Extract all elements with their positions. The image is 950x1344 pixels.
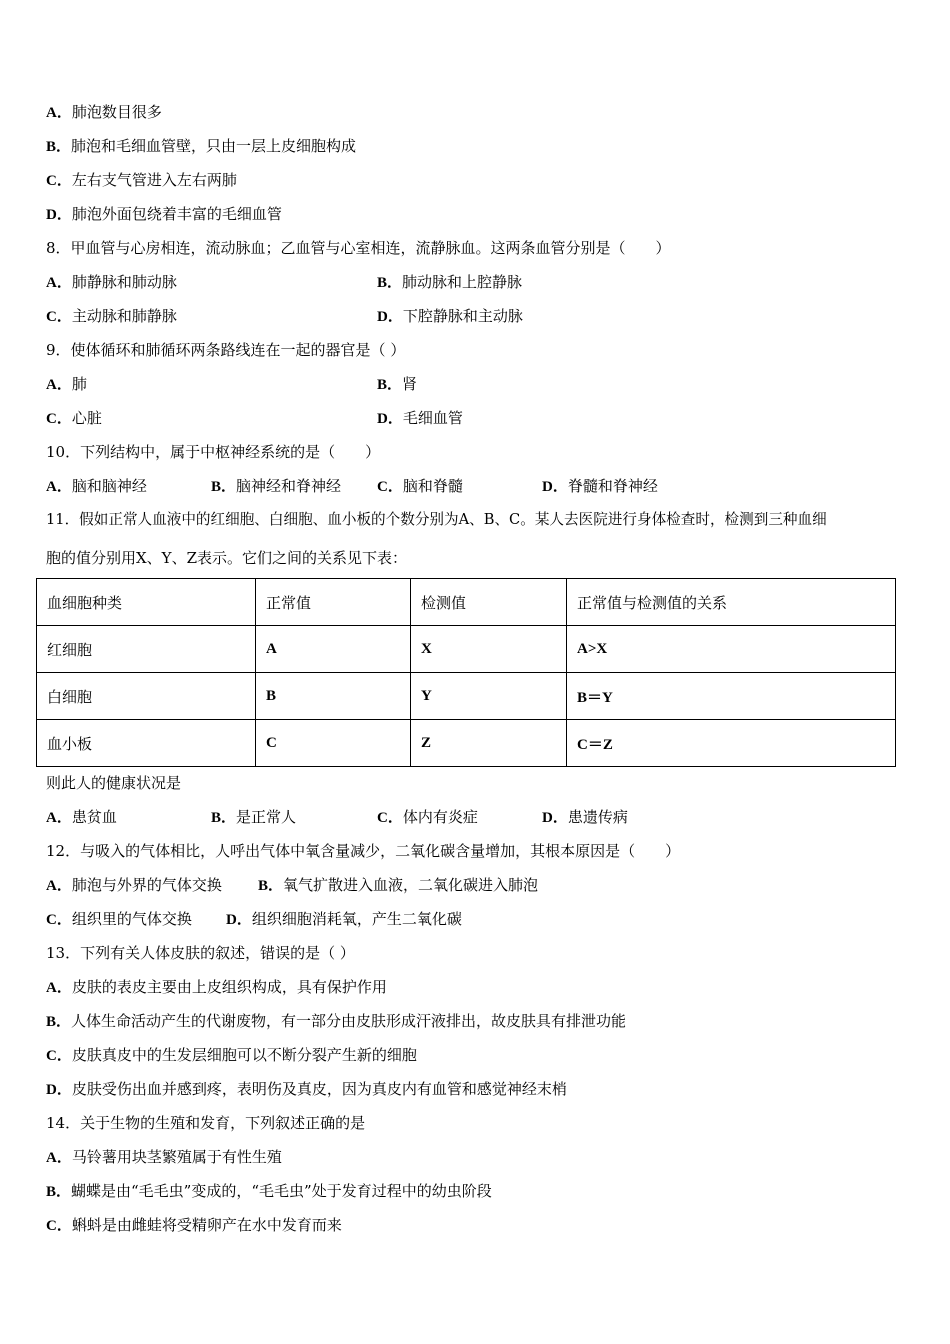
q11-after-text: 则此人的健康状况是	[46, 774, 182, 792]
q9-option-a: A．肺	[46, 375, 87, 393]
q12-stem: 12．与吸入的气体相比，人呼出气体中氧含量减少，二氧化碳含量增加，其根本原因是（ ）	[46, 842, 681, 860]
table-header-row	[37, 579, 896, 626]
q10-option-d: D．脊髓和脊神经	[542, 477, 658, 495]
q12-option-b: B．氧气扩散进入血液，二氧化碳进入肺泡	[258, 876, 539, 894]
q11-option-c: C．体内有炎症	[377, 808, 478, 826]
q14-option-a: A．马铃薯用块茎繁殖属于有性生殖	[46, 1148, 282, 1166]
q11-option-b: B．是正常人	[211, 808, 297, 826]
q8-option-c: C．主动脉和肺静脉	[46, 307, 177, 325]
table-row	[37, 720, 896, 767]
q11-option-a: A．患贫血	[46, 808, 117, 826]
q10-option-a: A．脑和脑神经	[46, 477, 147, 495]
q8-option-d: D．下腔静脉和主动脉	[377, 307, 523, 325]
q8-stem: 8．甲血管与心房相连，流动脉血；乙血管与心室相连，流静脉血。这两条血管分别是（ ）	[46, 239, 671, 257]
q7-option-d: D．肺泡外面包绕着丰富的毛细血管	[46, 205, 282, 223]
q12-option-c: C．组织里的气体交换	[46, 910, 192, 928]
q11-option-d: D．患遗传病	[542, 808, 628, 826]
table-header-cell: 检测值	[411, 579, 567, 626]
q13-option-d: D．皮肤受伤出血并感到疼，表明伤及真皮，因为真皮内有血管和感觉神经末梢	[46, 1080, 567, 1098]
q9-stem: 9．使体循环和肺循环两条路线连在一起的器官是（ ）	[46, 341, 406, 359]
q10-option-b: B．脑神经和脊神经	[211, 477, 342, 495]
q13-option-c: C．皮肤真皮中的生发层细胞可以不断分裂产生新的细胞	[46, 1046, 417, 1064]
table-row	[37, 673, 896, 720]
table-cell: 白细胞	[37, 673, 256, 720]
q8-option-a: A．肺静脉和肺动脉	[46, 273, 177, 291]
q7-option-a: A．肺泡数目很多	[46, 103, 162, 121]
q9-option-b: B．肾	[377, 375, 418, 393]
table-header-cell: 正常值与检测值的关系	[567, 579, 896, 626]
table-cell: A>X	[567, 626, 896, 673]
q11-stem-line2: 胞的值分别用X、Y、Z表示。它们之间的关系见下表：	[46, 549, 408, 567]
table-header-cell: 血细胞种类	[37, 579, 256, 626]
q13-stem: 13．下列有关人体皮肤的叙述，错误的是（ ）	[46, 944, 355, 962]
q7-option-b: B．肺泡和毛细血管壁，只由一层上皮细胞构成	[46, 137, 357, 155]
q14-stem: 14．关于生物的生殖和发育，下列叙述正确的是	[46, 1114, 366, 1132]
q13-option-a: A．皮肤的表皮主要由上皮组织构成，具有保护作用	[46, 978, 387, 996]
q12-option-a: A．肺泡与外界的气体交换	[46, 876, 222, 894]
q11-stem-line1: 11．假如正常人血液中的红细胞、白细胞、血小板的个数分别为A、B、C。某人去医院进行身体检查时，检测到三种血细	[46, 511, 827, 528]
table-cell: X	[411, 626, 567, 673]
table-cell: A	[256, 626, 411, 673]
table-row	[37, 626, 896, 673]
q10-option-c: C．脑和脊髓	[377, 477, 463, 495]
table-header-cell: 正常值	[256, 579, 411, 626]
q8-option-b: B．肺动脉和上腔静脉	[377, 273, 523, 291]
q13-option-b: B．人体生命活动产生的代谢废物，有一部分由皮肤形成汗液排出，故皮肤具有排泄功能	[46, 1012, 627, 1030]
blood-cell-table	[36, 578, 896, 767]
table-cell: B	[256, 673, 411, 720]
table-cell: Z	[411, 720, 567, 767]
q14-option-b: B．蝴蝶是由“毛毛虫”变成的，“毛毛虫”处于发育过程中的幼虫阶段	[46, 1182, 492, 1200]
table-cell: C	[256, 720, 411, 767]
table-cell: B＝Y	[567, 673, 896, 720]
table-cell: 血小板	[37, 720, 256, 767]
q9-option-d: D．毛细血管	[377, 409, 463, 427]
q10-stem: 10．下列结构中，属于中枢神经系统的是（ ）	[46, 443, 381, 461]
table-cell: C＝Z	[567, 720, 896, 767]
q9-option-c: C．心脏	[46, 409, 102, 427]
q12-option-d: D．组织细胞消耗氧，产生二氧化碳	[226, 910, 462, 928]
q7-option-c: C．左右支气管进入左右两肺	[46, 171, 237, 189]
table-cell: Y	[411, 673, 567, 720]
table-cell: 红细胞	[37, 626, 256, 673]
q14-option-c: C．蝌蚪是由雌蛙将受精卵产在水中发育而来	[46, 1216, 342, 1234]
